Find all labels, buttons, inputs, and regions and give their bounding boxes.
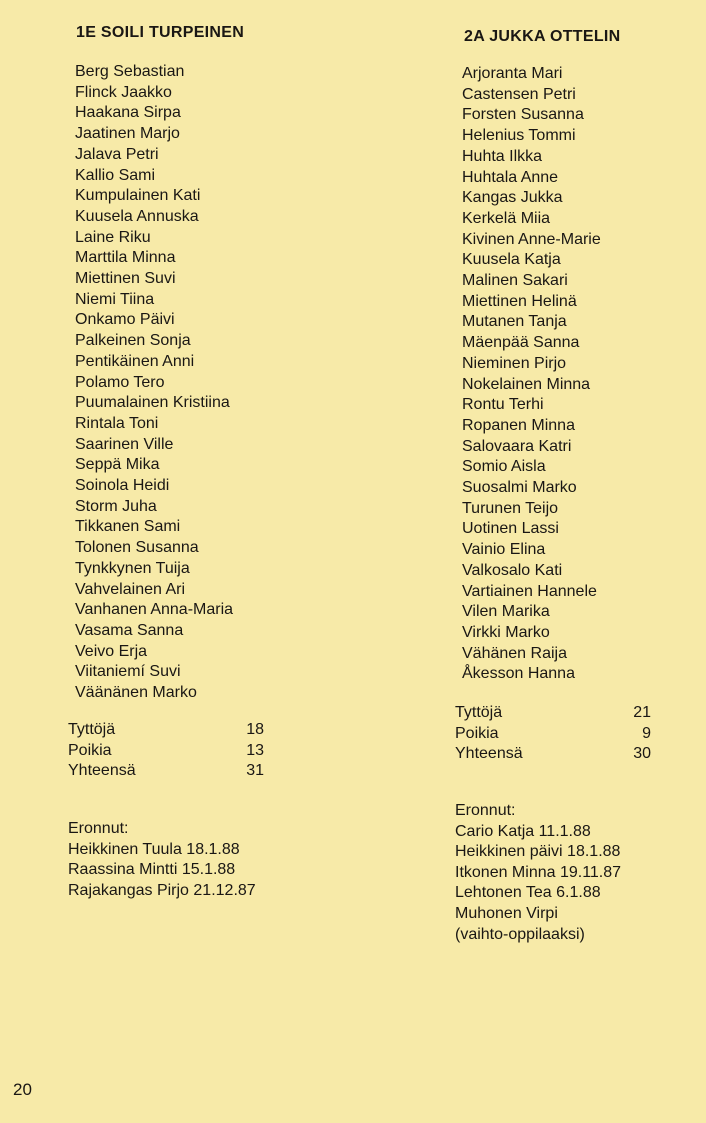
student-name: Onkamo Päivi: [75, 311, 175, 329]
student-name: Soinola Heidi: [75, 477, 170, 495]
stat-row-total: [455, 744, 651, 765]
departed-section: [68, 819, 256, 901]
student-name: Marttila Minna: [75, 249, 176, 267]
student-name: Castensen Petri: [462, 85, 576, 103]
student-name: Väänänen Marko: [75, 684, 197, 702]
student-name: Ropanen Minna: [462, 416, 575, 434]
student-name: Arjoranta Mari: [462, 65, 563, 82]
student-name: Vahvelainen Ari: [75, 580, 185, 598]
student-name: Haakana Sirpa: [75, 104, 181, 122]
student-name: Kangas Jukka: [462, 189, 563, 207]
student-name: Polamo Tero: [75, 373, 165, 391]
student-name: Forsten Susanna: [462, 106, 584, 124]
student-name: Mutanen Tanja: [462, 313, 567, 331]
student-name: Tynkkynen Tuija: [75, 559, 190, 577]
student-name: Huhta Ilkka: [462, 147, 543, 165]
class-heading: 2A JUKKA OTTELIN: [464, 28, 621, 45]
student-name: Miettinen Helinä: [462, 292, 577, 310]
student-list: [462, 64, 601, 685]
student-name: Vainio Elina: [462, 541, 546, 559]
stat-label: Tyttöjä: [455, 704, 503, 721]
departed-entry: Lehtonen Tea 6.1.88: [455, 884, 601, 902]
student-name: Saarinen Ville: [75, 435, 174, 453]
student-name: Tolonen Susanna: [75, 539, 199, 557]
departed-title: Eronnut:: [68, 820, 129, 837]
student-name: Kallio Sami: [75, 166, 156, 184]
student-name: Huhtala Anne: [462, 168, 559, 186]
stat-row-girls: [455, 703, 651, 724]
stat-value: 18: [246, 721, 264, 738]
departed-list: [68, 840, 256, 902]
student-name: Viitaniemí Suvi: [75, 663, 181, 681]
student-name: Turunen Teijo: [462, 499, 559, 517]
stat-label: Yhteensä: [455, 745, 523, 762]
student-name: Flinck Jaakko: [75, 83, 172, 101]
stat-label: Poikia: [455, 724, 499, 742]
student-name: Kumpulainen Kati: [75, 187, 201, 205]
student-name: Kuusela Annuska: [75, 207, 199, 225]
class-stats: [455, 703, 651, 765]
student-name: Veivo Erja: [75, 642, 148, 660]
page-number: 20: [13, 1080, 32, 1099]
stat-value: 9: [642, 724, 651, 742]
stat-label: Tyttöjä: [68, 721, 116, 738]
departed-entry: Heikkinen Tuula 18.1.88: [68, 840, 240, 858]
student-name: Virkki Marko: [462, 623, 550, 641]
student-name: Niemi Tiina: [75, 290, 155, 308]
stat-value: 30: [633, 745, 651, 762]
student-name: Mäenpää Sanna: [462, 334, 580, 352]
student-name: Kivinen Anne-Marie: [462, 230, 601, 248]
student-name: Suosalmi Marko: [462, 479, 577, 497]
stat-row-boys: [68, 741, 264, 762]
student-name: Nieminen Pirjo: [462, 354, 567, 372]
student-name: Seppä Mika: [75, 456, 160, 474]
student-name: Berg Sebastian: [75, 63, 185, 80]
student-name: Puumalainen Kristiina: [75, 394, 230, 412]
student-name: Palkeinen Sonja: [75, 332, 191, 350]
stat-row-girls: [68, 720, 264, 741]
departed-entry: Muhonen Virpi: [455, 904, 558, 922]
student-name: Rontu Terhi: [462, 396, 544, 414]
stat-row-total: [68, 761, 264, 782]
student-name: Kerkelä Miia: [462, 209, 551, 227]
student-name: Valkosalo Kati: [462, 561, 563, 579]
stat-value: 13: [246, 741, 264, 759]
stat-row-boys: [455, 724, 651, 745]
student-name: Vilen Marika: [462, 603, 550, 621]
stat-label: Yhteensä: [68, 762, 136, 779]
student-name: Rintala Toni: [75, 414, 159, 432]
departed-entry: Raassina Mintti 15.1.88: [68, 861, 236, 879]
stat-label: Poikia: [68, 741, 112, 759]
departed-list: [455, 822, 621, 946]
departed-entry: Rajakangas Pirjo 21.12.87: [68, 881, 256, 899]
departed-entry: Itkonen Minna 19.11.87: [455, 863, 622, 881]
student-name: Nokelainen Minna: [462, 375, 591, 393]
student-name: Helenius Tommi: [462, 127, 576, 145]
student-name: Somio Aisla: [462, 458, 546, 476]
student-name: Vasama Sanna: [75, 621, 184, 639]
student-name: Laine Riku: [75, 228, 151, 246]
stat-value: 31: [246, 762, 264, 779]
student-name: Pentikäinen Anni: [75, 352, 195, 370]
student-name: Åkesson Hanna: [462, 665, 575, 683]
student-name: Malinen Sakari: [462, 272, 568, 290]
departed-entry: Heikkinen päivi 18.1.88: [455, 843, 621, 861]
departed-entry: (vaihto-oppilaaksi): [455, 925, 585, 943]
student-name: Vähänen Raija: [462, 644, 567, 662]
departed-entry: Cario Katja 11.1.88: [455, 822, 591, 840]
class-heading: 1E SOILI TURPEINEN: [76, 24, 245, 41]
class-stats: [68, 720, 264, 782]
student-name: Jaatinen Marjo: [75, 125, 180, 143]
student-name: Vanhanen Anna-Maria: [75, 601, 234, 619]
student-name: Vartiainen Hannele: [462, 582, 597, 600]
student-name: Uotinen Lassi: [462, 520, 559, 538]
student-name: Kuusela Katja: [462, 251, 561, 269]
departed-section: [455, 801, 621, 945]
stat-value: 21: [633, 704, 651, 721]
student-list: [75, 62, 233, 704]
student-name: Salovaara Katri: [462, 437, 572, 455]
student-name: Storm Juha: [75, 497, 157, 515]
student-name: Tikkanen Sami: [75, 518, 181, 536]
departed-title: Eronnut:: [455, 802, 516, 819]
student-name: Miettinen Suvi: [75, 270, 176, 288]
student-name: Jalava Petri: [75, 145, 159, 163]
